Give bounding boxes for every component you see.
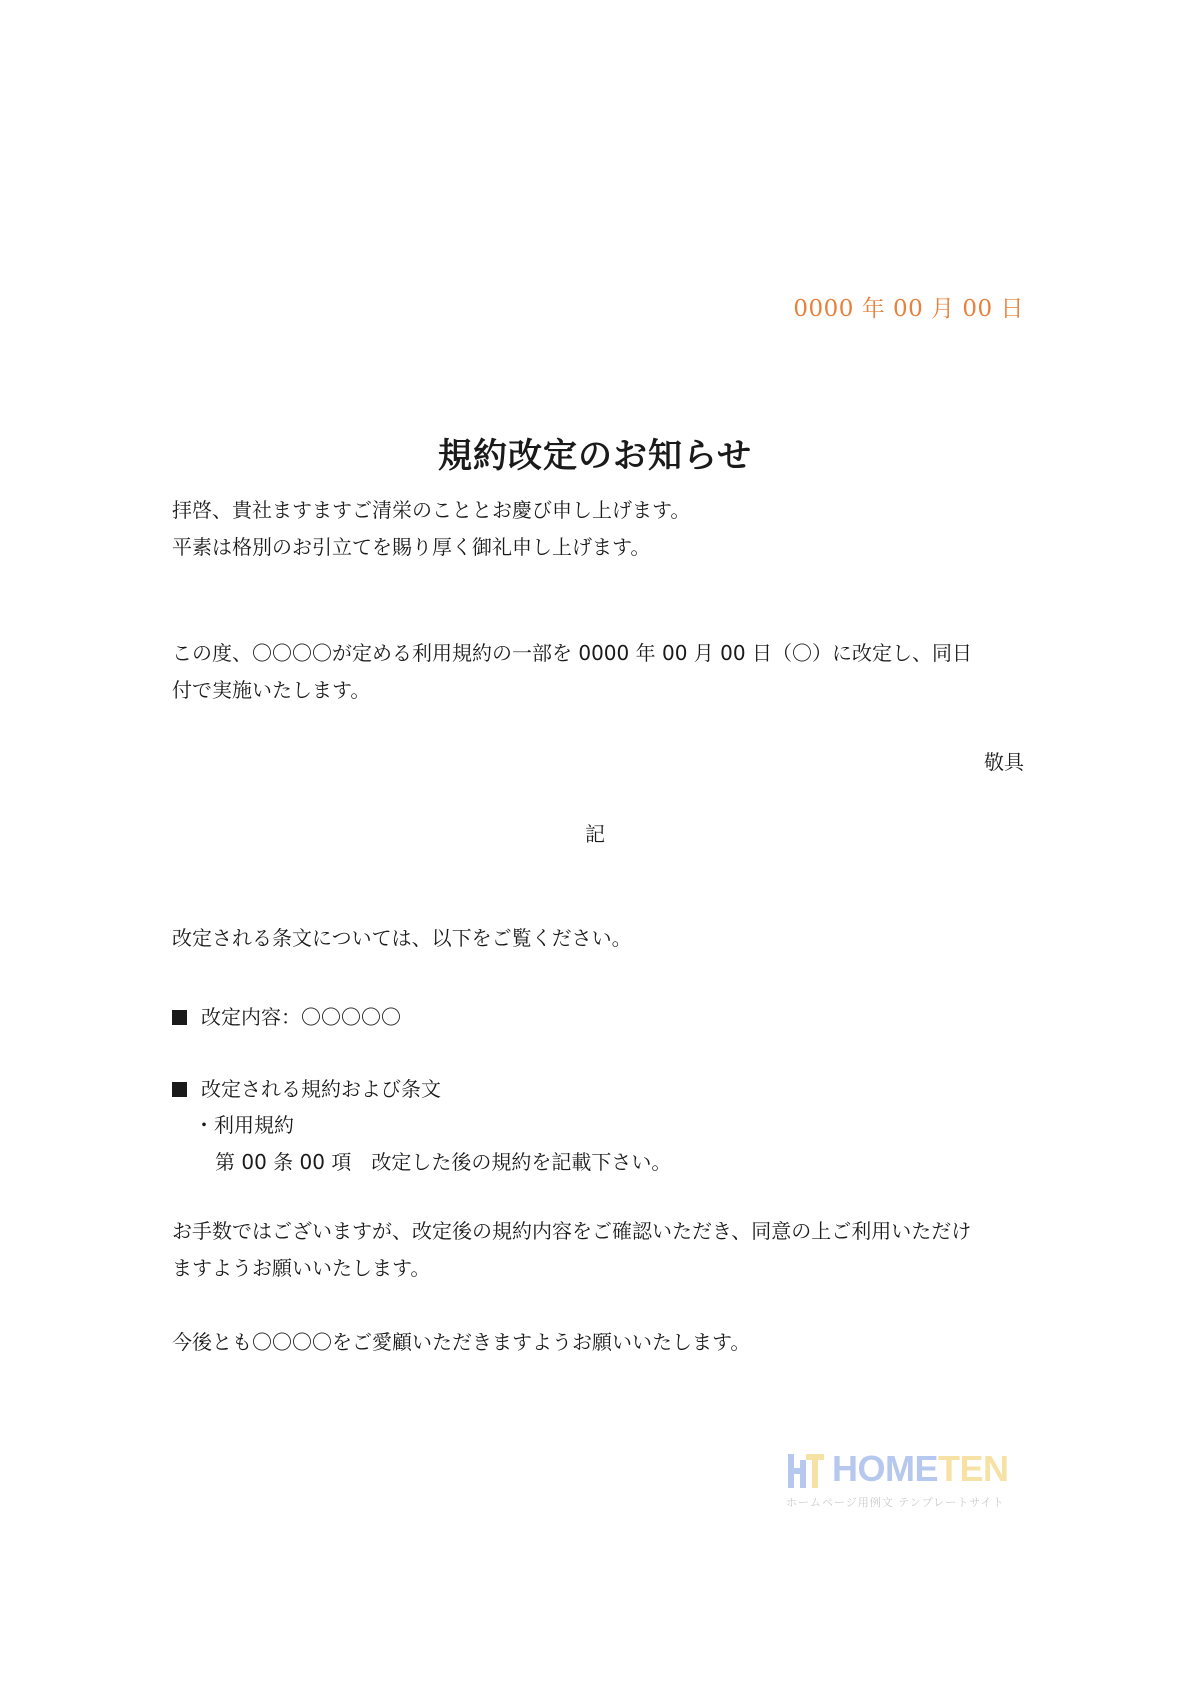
greeting-paragraph — [172, 492, 1032, 566]
bullet-item-content — [172, 1001, 401, 1030]
announcement-line-2: 付で実施いたします。 — [172, 678, 371, 702]
closing-word: 敬具 — [984, 750, 1024, 774]
announcement-line-1: この度、〇〇〇〇が定める利用規約の一部を 0000 年 00 月 00 日（〇）に改定し、同日 — [172, 641, 972, 665]
final-line: 今後とも〇〇〇〇をご愛顧いただきますようお願いいたします。 — [172, 1330, 751, 1354]
bullet-item-content-text: 改定内容：〇〇〇〇〇 — [201, 1005, 401, 1029]
request-line-1: お手数ではございますが、改定後の規約内容をご確認いただき、同意の上ご利用いただけ — [172, 1219, 972, 1243]
greeting-line-1: 拝啓、貴社ますますご清栄のこととお慶び申し上げます。 — [172, 498, 691, 522]
article-line: 第 00 条 00 項 改定した後の規約を記載下さい。 — [215, 1150, 672, 1174]
greeting-line-2: 平素は格別のお引立てを賜り厚く御礼申し上げます。 — [172, 535, 651, 559]
ki-heading: 記 — [585, 822, 605, 846]
intro-line: 改定される条文については、以下をご覧ください。 — [172, 926, 632, 950]
logo-word-home: HOME — [832, 1448, 938, 1489]
square-bullet-icon — [172, 1010, 187, 1025]
document-title: 規約改定のお知らせ — [438, 436, 752, 476]
hometen-logo — [786, 1448, 1012, 1509]
request-line-2: ますようお願いいたします。 — [172, 1256, 431, 1280]
logo-word-ten: TEN — [938, 1448, 1009, 1489]
logo-tagline: ホームページ用例文 テンプレートサイト — [786, 1496, 1005, 1509]
document-date: 0000 年 00 月 00 日 — [793, 296, 1024, 322]
hometen-logo-mark-icon — [786, 1452, 826, 1490]
bullet-item-rules-text: 改定される規約および条文 — [201, 1077, 441, 1101]
square-bullet-icon — [172, 1082, 187, 1097]
announcement-paragraph — [172, 635, 1032, 709]
logo-wordmark — [832, 1448, 1009, 1490]
sub-item-terms: ・利用規約 — [194, 1113, 294, 1137]
request-paragraph — [172, 1213, 1032, 1287]
bullet-item-rules — [172, 1073, 441, 1102]
